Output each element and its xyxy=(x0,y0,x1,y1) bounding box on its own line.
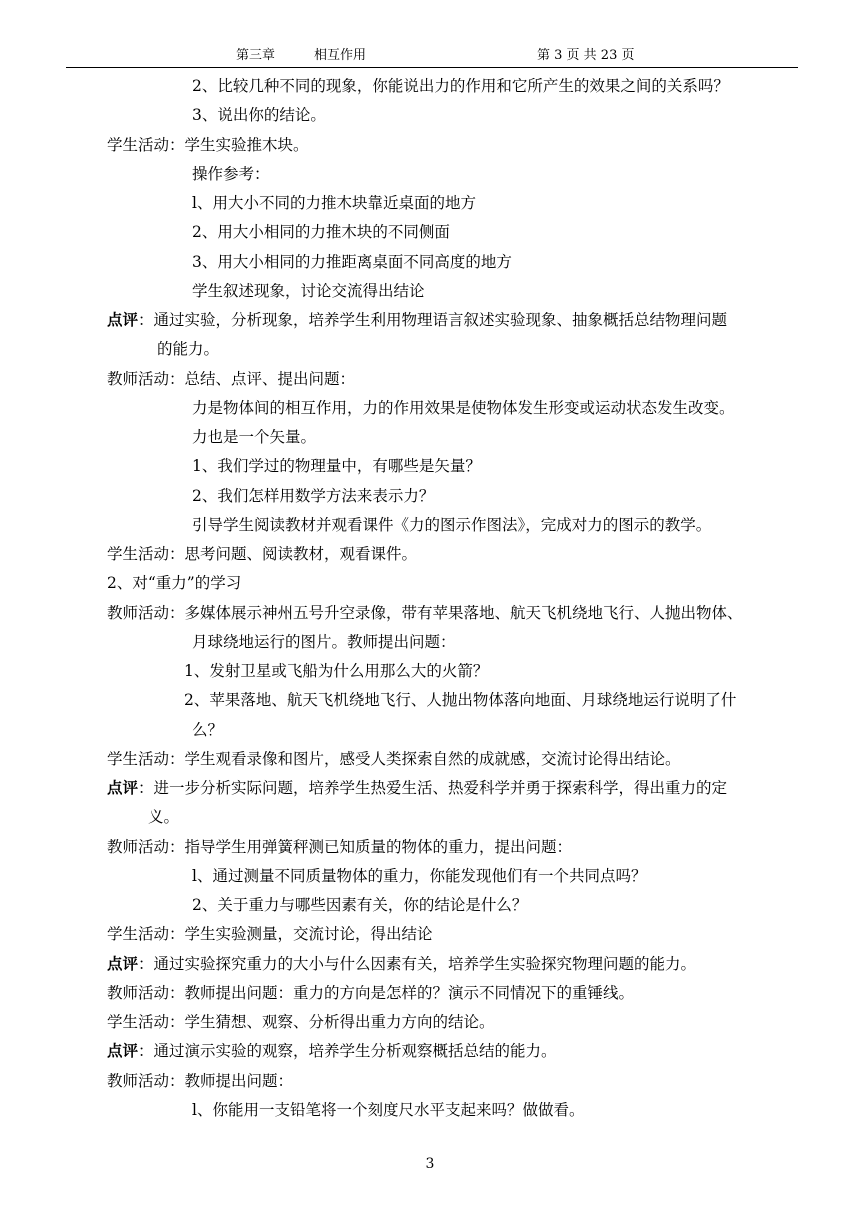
text-line xyxy=(192,426,316,448)
text-line xyxy=(184,689,736,711)
text-line xyxy=(107,748,681,770)
text-line xyxy=(184,660,488,682)
line-label: 点评 xyxy=(107,778,139,797)
line-text: 学生活动：学生猜想、观察、分析得出重力方向的结论。 xyxy=(107,1013,495,1031)
line-text: 2、关于重力与哪些因素有关，你的结论是什么？ xyxy=(192,896,528,914)
line-text: 学生叙述现象，讨论交流得出结论 xyxy=(192,281,425,300)
text-line xyxy=(107,572,241,594)
line-text: 力是物体间的相互作用，力的作用效果是使物体发生形变或运动状态发生改变。 xyxy=(192,398,735,417)
line-text: 1、我们学过的物理量中，有哪些是矢量？ xyxy=(192,457,481,476)
line-text: 2、苹果落地、航天飞机绕地飞行、人抛出物体落向地面、月球绕地运行说明了什 xyxy=(184,691,737,710)
text-line xyxy=(192,455,481,477)
text-line xyxy=(192,280,425,302)
text-line xyxy=(107,1011,495,1033)
text-line xyxy=(192,75,729,97)
line-text: 力也是一个矢量。 xyxy=(192,428,317,446)
text-line xyxy=(107,543,417,565)
line-text: 学生活动：学生实验推木块。 xyxy=(107,135,309,154)
text-line xyxy=(192,514,711,536)
line-label: 点评 xyxy=(107,1041,139,1061)
line-label: 点评 xyxy=(107,953,139,973)
text-line xyxy=(107,1040,557,1062)
line-text: 教师活动：教师提出问题：重力的方向是怎样的？演示不同情况下的重锤线。 xyxy=(107,983,635,1002)
text-line xyxy=(107,602,743,624)
line-text: l、用大小不同的力推木块靠近桌面的地方 xyxy=(192,194,476,212)
line-text: 教师活动：总结、点评、提出问题： xyxy=(107,369,356,388)
line-text: 学生活动：学生实验测量，交流讨论，得出结论 xyxy=(107,925,433,944)
text-line xyxy=(107,134,309,156)
text-line xyxy=(107,309,727,331)
line-text: ：通过实验，分析现象，培养学生利用物理语言叙述实验现象、抽象概括总结物理问题 xyxy=(138,311,728,329)
text-line xyxy=(192,1099,584,1121)
line-text: 月球绕地运行的图片。教师提出问题： xyxy=(192,632,456,651)
line-text: 2、对“重力”的学习 xyxy=(107,574,242,593)
text-line xyxy=(192,865,646,887)
text-line xyxy=(148,806,179,828)
line-text: 3、说出你的结论。 xyxy=(192,106,326,125)
text-line xyxy=(107,982,634,1004)
line-text: 3、用大小相同的力推距离桌面不同高度的地方 xyxy=(192,252,512,271)
line-text: ：通过演示实验的观察，培养学生分析观察概括总结的能力。 xyxy=(138,1042,557,1061)
header-chapter: 第三章 xyxy=(236,48,276,63)
text-line xyxy=(107,368,355,390)
text-line xyxy=(107,1070,293,1092)
line-text: 操作参考： xyxy=(192,164,270,183)
text-line xyxy=(192,631,456,653)
text-line xyxy=(107,777,727,799)
header-rule xyxy=(66,67,798,68)
text-line xyxy=(192,192,476,214)
line-text: 2、我们怎样用数学方法来表示力？ xyxy=(192,486,435,505)
text-line xyxy=(192,251,512,273)
line-text: 2、用大小相同的力推木块的不同侧面 xyxy=(192,223,450,242)
line-text: 的能力。 xyxy=(157,340,220,359)
line-text: ：进一步分析实际问题，培养学生热爱生活、热爱科学并勇于探索科学，得出重力的定 xyxy=(138,779,728,797)
text-line xyxy=(192,397,735,419)
text-line xyxy=(107,923,433,945)
line-text: 学生活动：学生观看录像和图片，感受人类探索自然的成就感，交流讨论得出结论。 xyxy=(107,749,681,768)
line-text: 2、比较几种不同的现象，你能说出力的作用和它所产生的效果之间的关系吗？ xyxy=(192,77,729,95)
text-line xyxy=(192,485,434,507)
line-text: 义。 xyxy=(148,808,180,827)
line-text: l、你能用一支铅笔将一个刻度尺水平支起来吗？做做看。 xyxy=(192,1100,585,1119)
text-line xyxy=(192,104,326,126)
header-page-info: 第 3 页 共 23 页 xyxy=(537,48,635,63)
line-text: ：通过实验探究重力的大小与什么因素有关，培养学生实验探究物理问题的能力。 xyxy=(138,954,697,973)
line-text: 么？ xyxy=(192,720,224,739)
line-text: 教师活动：教师提出问题： xyxy=(107,1071,294,1090)
line-text: 引导学生阅读教材并观看课件《力的图示作图法》，完成对力的图示的教学。 xyxy=(192,515,712,534)
line-text: 学生活动：思考问题、阅读教材，观看课件。 xyxy=(107,545,418,563)
text-line xyxy=(192,163,270,185)
text-line xyxy=(107,953,696,975)
page-number: 3 xyxy=(425,1156,435,1172)
text-line xyxy=(192,221,450,243)
line-text: 教师活动：多媒体展示神州五号升空录像，带有苹果落地、航天飞机绕地飞行、人抛出物体、 xyxy=(107,603,743,622)
text-line xyxy=(107,836,572,858)
header-section: 相互作用 xyxy=(314,48,367,63)
line-text: 1、发射卫星或飞船为什么用那么大的火箭？ xyxy=(184,662,489,680)
text-line xyxy=(192,719,223,741)
line-text: l、通过测量不同质量物体的重力，你能发现他们有一个共同点吗？ xyxy=(192,866,647,885)
line-label: 点评 xyxy=(107,310,139,329)
text-line xyxy=(192,894,527,916)
line-text: 教师活动：指导学生用弹簧秤测已知质量的物体的重力，提出问题： xyxy=(107,837,573,856)
text-line xyxy=(157,338,219,360)
